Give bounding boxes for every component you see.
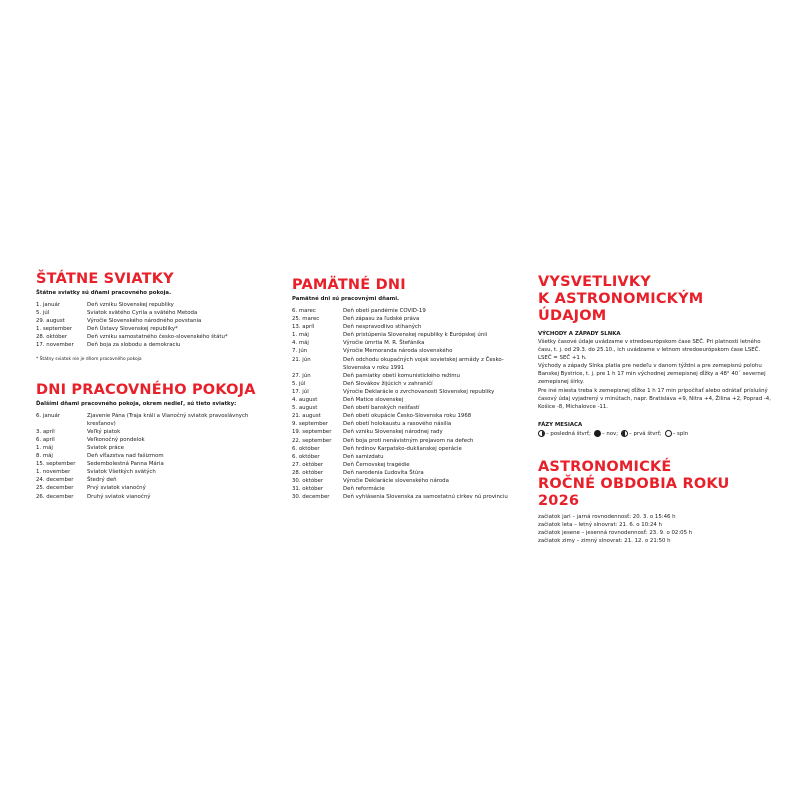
- item-date: 27. október: [292, 461, 324, 468]
- phase-new-moon: – nov;: [594, 429, 618, 439]
- item-date: 1. január: [36, 302, 61, 308]
- item-date: 21. august: [292, 413, 321, 420]
- list-item: [36, 301, 272, 309]
- item-text: Výročie úmrtia M. R. Štefánika: [343, 340, 425, 347]
- list-item: [36, 428, 272, 436]
- footnote-statny-sviatok: * Štátny sviatok nie je dňom pracovného pokoja: [36, 356, 142, 362]
- list-item: [36, 436, 272, 444]
- phase-label: nov: [606, 430, 617, 437]
- item-date: 28. október: [36, 334, 68, 341]
- item-text: Deň obetí banských nešťastí: [343, 405, 420, 412]
- heading-vysvetlivky: [538, 274, 774, 325]
- list-item: [292, 453, 528, 461]
- list-item: [292, 396, 528, 404]
- first-quarter-moon-icon: [621, 430, 628, 437]
- column-holidays: [36, 271, 272, 501]
- season-item: začiatok leta – letný slnovrat: 21. 6. o 10:24 h: [538, 521, 662, 528]
- item-date: 1. máj: [36, 444, 53, 451]
- item-date: 3. apríl: [36, 428, 55, 435]
- item-date: 17. júl: [292, 388, 309, 395]
- item-text: Deň boja proti nenávistným prejavom na defech: [343, 437, 474, 444]
- item-date: 6. január: [36, 412, 61, 419]
- item-date: 25. december: [36, 485, 74, 492]
- season-item: začiatok jari – jarná rovnodennosť: 20. 3. o 15:46 h: [538, 513, 676, 520]
- heading-astronomicke-line2: ROČNÉ OBDOBIA ROKU 2026: [538, 475, 730, 509]
- phase-last-quarter: – posledná štvrť;: [538, 429, 591, 439]
- item-date: 28. október: [292, 469, 324, 476]
- list-item: [292, 331, 528, 339]
- heading-vysvetlivky-line1: VYSVETLIVKY: [538, 274, 651, 290]
- phase-first-quarter: – prvá štvrť;: [621, 429, 662, 439]
- full-moon-icon: [665, 430, 672, 437]
- item-date: 17. november: [36, 342, 74, 349]
- item-text: Deň zápasu za ľudské práva: [343, 316, 420, 323]
- list-item: [36, 412, 272, 428]
- explanation-paragraph: Východy a západy Slnka platia pre nedeľu v danom týždni a pre zemepisnú polohu Banskej Bystrice, t. j. pre 1 h 17 min východnej zemepisnej dĺžky a 48° 40´ severnej zemepisnej šírky.: [538, 363, 766, 386]
- column-pamatne-dni: [292, 277, 528, 501]
- item-date: 30. október: [292, 477, 324, 484]
- item-date: 21. jún: [292, 356, 311, 363]
- list-item: [292, 461, 528, 469]
- item-date: 6. október: [292, 453, 320, 460]
- moon-phases-legend: [538, 429, 774, 439]
- item-text: Deň boja za slobodu a demokraciu: [87, 342, 181, 349]
- phase-label: spln: [677, 430, 689, 437]
- item-text: Deň obetí holokaustu a rasového násilia: [343, 421, 452, 428]
- item-text: Deň reformácie: [343, 486, 385, 493]
- item-date: 9. september: [292, 421, 329, 428]
- new-moon-icon: [594, 430, 601, 437]
- item-text: Deň narodenia Ľudovíta Štúra: [343, 469, 424, 476]
- item-text: Deň obetí okupácie Česko-Slovenska roku 1968: [343, 413, 472, 420]
- item-date: 4. máj: [292, 340, 309, 347]
- list-item: [36, 309, 272, 317]
- item-date: 6. apríl: [36, 436, 55, 443]
- list-item: [292, 372, 528, 380]
- item-text: Výročie Deklarácie slovenského národa: [343, 477, 449, 484]
- list-dni-pracovneho-pokoja: [36, 412, 272, 501]
- list-item: [36, 444, 272, 452]
- item-date: 6. október: [292, 445, 320, 452]
- item-date: 15. september: [36, 461, 76, 468]
- item-date: 8. máj: [36, 453, 53, 460]
- list-item: [292, 469, 528, 477]
- item-text: Deň Slovákov žijúcich v zahraničí: [343, 380, 433, 387]
- season-item: začiatok jesene – jesenná rovnodennosť: 23. 9. o 02:05 h: [538, 530, 693, 537]
- item-text: Deň hrdinov Karpatsko-duklianskej operácie: [343, 445, 462, 452]
- lead-pamatne-dni: Pamätné dni sú pracovnými dňami.: [292, 296, 400, 302]
- list-item: [292, 493, 528, 501]
- lead-statne-sviatky: Štátne sviatky sú dňami pracovného pokoja.: [36, 290, 172, 296]
- item-date: 5. júl: [292, 380, 306, 387]
- item-text: Deň odchodu okupačných vojsk sovietskej armády z Česko-Slovenska v roku 1991: [343, 356, 504, 371]
- item-date: 24. december: [36, 477, 74, 484]
- column-astronomy: [538, 274, 774, 545]
- last-quarter-moon-icon: [538, 430, 545, 437]
- list-item: [36, 468, 272, 476]
- item-date: 31. október: [292, 486, 324, 493]
- list-item: [36, 341, 272, 349]
- item-text: Deň Ústavy Slovenskej republiky*: [87, 326, 178, 333]
- item-date: 5. august: [292, 405, 318, 412]
- item-date: 30. december: [292, 494, 330, 501]
- item-date: 1. september: [36, 326, 73, 333]
- list-item: [292, 347, 528, 355]
- list-item: [36, 325, 272, 333]
- item-date: 4. august: [292, 397, 318, 404]
- list-item: [292, 404, 528, 412]
- item-text: Deň samizdatu: [343, 453, 384, 460]
- item-text: Výročie Deklarácie o zvrchovanosti Slovenskej republiky: [343, 388, 495, 395]
- list-item: [36, 476, 272, 484]
- item-date: 7. jún: [292, 348, 308, 355]
- heading-dni-pracovneho-pokoja: DNI PRACOVNÉHO POKOJA: [36, 381, 256, 398]
- explanation-text: [538, 338, 774, 411]
- item-text: Deň Černovskej tragédie: [343, 461, 410, 468]
- phase-label: posledná štvrť: [550, 430, 590, 437]
- list-item: [292, 445, 528, 453]
- item-date: 13. apríl: [292, 324, 315, 331]
- list-item: [292, 380, 528, 388]
- item-date: 27. jún: [292, 372, 311, 379]
- item-text: Deň nespravodlivo stíhaných: [343, 324, 422, 331]
- item-text: Sviatok svätého Cyrila a svätého Metoda: [87, 310, 198, 317]
- item-text: Veľký piatok: [87, 428, 121, 435]
- item-date: 29. august: [36, 318, 65, 325]
- list-item: [292, 339, 528, 347]
- heading-astronomicke-line1: ASTRONOMICKÉ: [538, 458, 672, 475]
- list-item: [36, 452, 272, 460]
- item-date: 26. december: [36, 493, 74, 500]
- explanation-paragraph: Pre iné miesta treba k zemepisnej dĺžke 1 h 17 min pripočítať alebo odrátať príslušný časový údaj vyjadrený v minútach, napr. Bratislava +9, Nitra +4, Žilina +2, Poprad -4, Košice -8, Michalovce -11.: [538, 387, 771, 410]
- item-date: 25. marec: [292, 316, 320, 323]
- heading-pamatne-dni: PAMÄTNÉ DNI: [292, 277, 406, 293]
- item-text: Zjavenie Pána (Traja králi a Vianočný sviatok pravoslávnych kresťanov): [87, 412, 249, 427]
- list-item: [36, 460, 272, 468]
- list-item: [292, 420, 528, 428]
- list-item: [292, 323, 528, 331]
- list-item: [292, 485, 528, 493]
- heading-statne-sviatky: ŠTÁTNE SVIATKY: [36, 271, 174, 287]
- list-item: [36, 333, 272, 341]
- item-text: Deň vzniku samostatného česko-slovenského štátu*: [87, 334, 228, 341]
- list-item: [292, 412, 528, 420]
- item-text: Štedrý deň: [87, 477, 117, 484]
- item-text: Deň vyhlásenia Slovenska za samostatnú cirkev nú provinciu: [343, 494, 508, 501]
- item-text: Sviatok práce: [87, 444, 124, 451]
- item-date: 1. november: [36, 469, 71, 476]
- item-text: Deň obetí pandémie COVID-19: [343, 308, 426, 314]
- list-item: [292, 477, 528, 485]
- list-item: [36, 484, 272, 492]
- list-item: [292, 437, 528, 445]
- list-statne-sviatky: [36, 301, 272, 350]
- item-text: Druhý sviatok vianočný: [87, 493, 151, 500]
- list-item: [292, 356, 528, 372]
- heading-astronomicke-obdobia: [538, 459, 774, 510]
- item-text: Deň pristúpenia Slovenskej republiky k Európskej únii: [343, 332, 488, 339]
- item-date: 19. september: [292, 429, 332, 436]
- list-item: [292, 388, 528, 396]
- list-item: [292, 307, 528, 315]
- item-text: Deň Matice slovenskej: [343, 397, 404, 404]
- item-text: Deň pamiatky obetí komunistického režimu: [343, 372, 460, 379]
- heading-vysvetlivky-line2: K ASTRONOMICKÝM ÚDAJOM: [538, 291, 704, 324]
- item-date: 22. september: [292, 437, 332, 444]
- season-item: začiatok zimy – zimný slnovrat: 21. 12. o 21:50 h: [538, 538, 671, 545]
- list-item: [36, 317, 272, 325]
- list-item: [36, 493, 272, 501]
- seasons-list: [538, 513, 774, 545]
- phase-full-moon: – spln: [665, 429, 689, 439]
- item-text: Prvý sviatok vianočný: [87, 485, 146, 492]
- explanation-paragraph: Všetky časové údaje uvádzame v stredoeurópskom čase SEČ. Pri platnosti letného času, t. j. od 29.3. do 25.10., ich uvádzame v letnom stredoeurópskom čase LSEČ. LSEČ = SEČ +1 h.: [538, 339, 761, 362]
- phase-label: prvá štvrť: [633, 430, 660, 437]
- item-date: 1. máj: [292, 332, 309, 339]
- list-item: [292, 428, 528, 436]
- item-text: Sviatok Všetkých svätých: [87, 469, 156, 476]
- list-pamatne-dni: [292, 307, 528, 501]
- item-date: 6. marec: [292, 308, 316, 314]
- item-text: Deň vzniku Slovenskej národnej rady: [343, 429, 443, 436]
- list-item: [292, 315, 528, 323]
- item-text: Sedembolestná Panna Mária: [87, 461, 164, 468]
- item-text: Výročie Slovenského národného povstania: [87, 318, 202, 325]
- item-text: Deň víťazstva nad fašizmom: [87, 453, 164, 460]
- item-date: 5. júl: [36, 310, 50, 317]
- lead-dni-pracovneho-pokoja: Ďalšími dňami pracovného pokoja, okrem nedieľ, sú tieto sviatky:: [36, 400, 237, 407]
- item-text: Výročie Memoranda národa slovenského: [343, 348, 453, 355]
- item-text: Veľkonočný pondelok: [87, 436, 145, 443]
- subheading-fazy-mesiaca: FÁZY MESIACA: [538, 421, 583, 428]
- item-text: Deň vzniku Slovenskej republiky: [87, 302, 174, 308]
- subheading-vychody-zapady: VÝCHODY A ZÁPADY SLNKA: [538, 331, 621, 337]
